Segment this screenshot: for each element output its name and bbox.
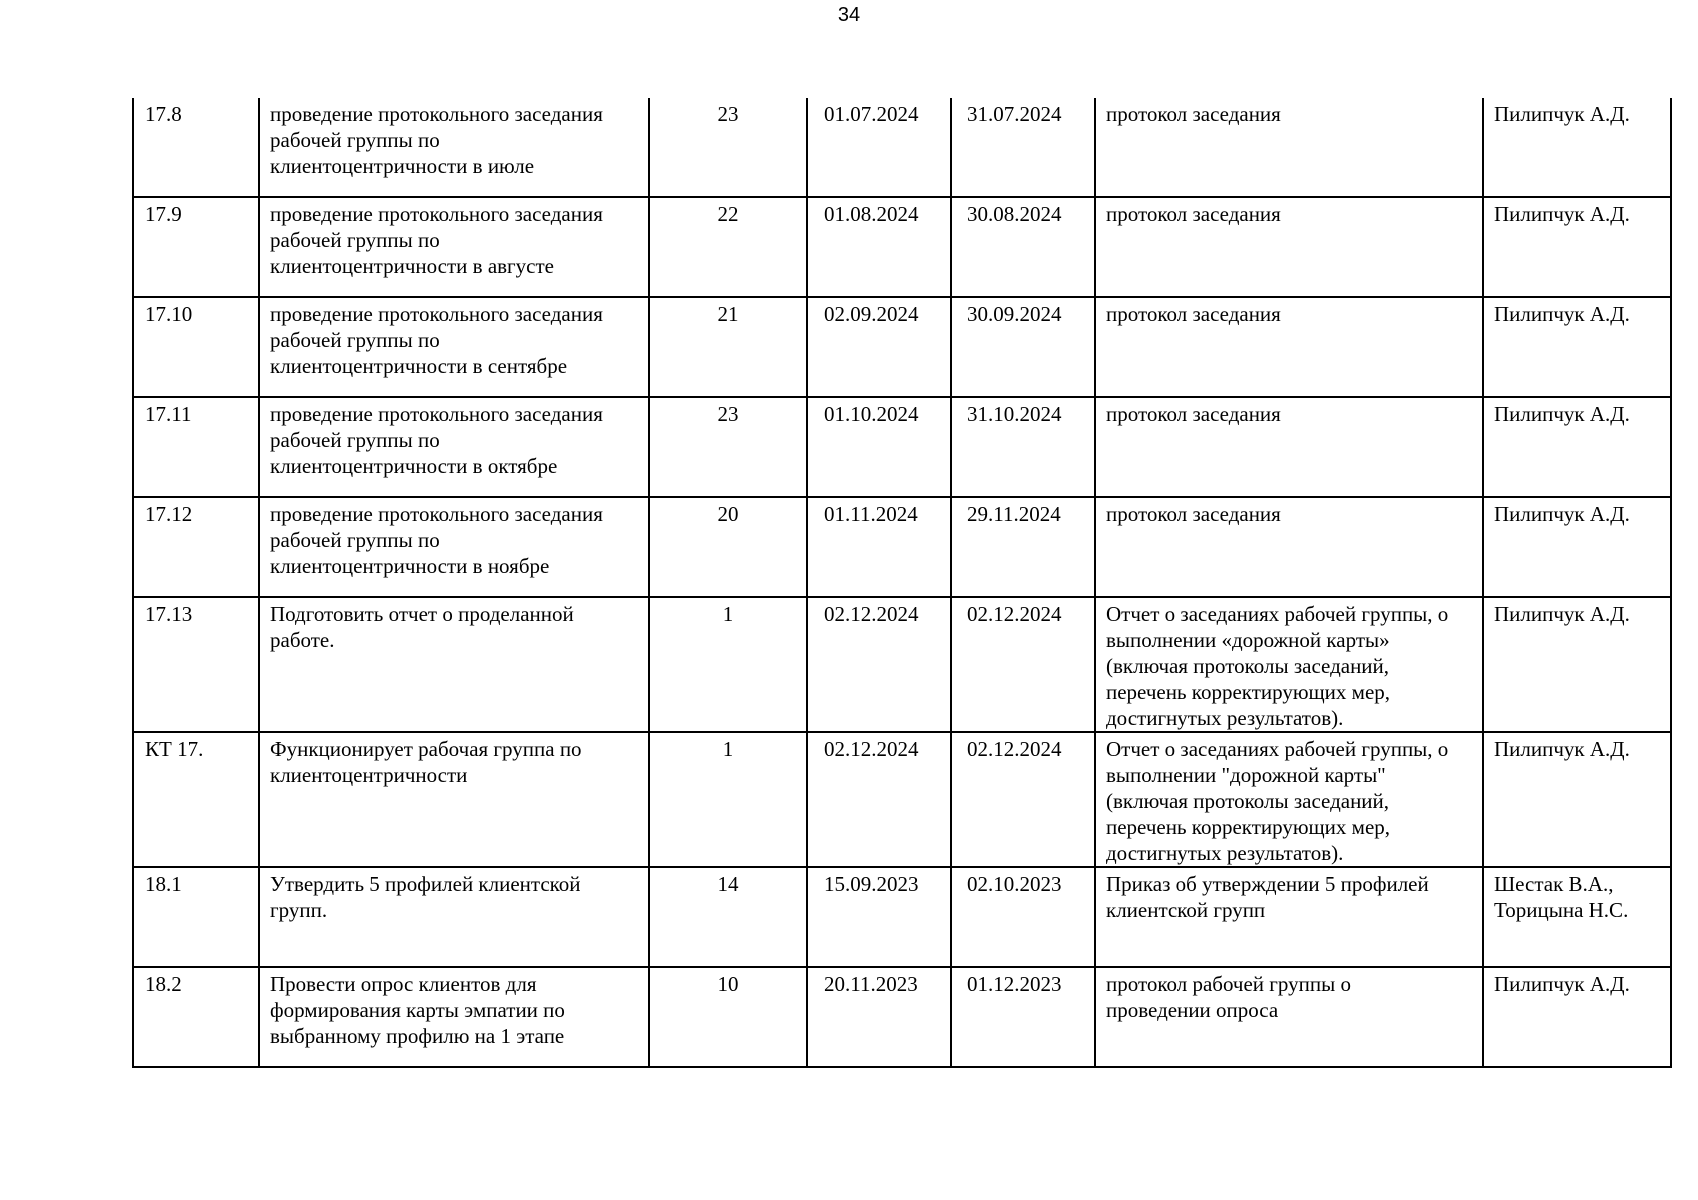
task-number-cell: 17.12 [133,497,259,597]
duration-cell: 22 [649,197,807,297]
plan-table [132,98,1672,1068]
task-description-cell: Функционирует рабочая группа по клиентоцентричности [259,732,649,867]
end-date-cell: 29.11.2024 [951,497,1095,597]
duration-cell: 23 [649,98,807,197]
result-cell: Отчет о заседаниях рабочей группы, о выполнении "дорожной карты" (включая протоколы заседаний, перечень корректирующих мер, достигнутых результатов). [1095,732,1483,867]
plan-table-body [133,98,1671,1067]
start-date-cell: 01.10.2024 [807,397,951,497]
result-cell: протокол заседания [1095,397,1483,497]
duration-cell: 1 [649,597,807,732]
responsible-cell: Пилипчук А.Д. [1483,197,1671,297]
task-number-cell: 17.13 [133,597,259,732]
task-description-cell: проведение протокольного заседания рабочей группы по клиентоцентричности в сентябре [259,297,649,397]
table-row [133,597,1671,732]
task-description-cell: Провести опрос клиентов для формирования карты эмпатии по выбранному профилю на 1 этапе [259,967,649,1067]
table-row [133,297,1671,397]
result-cell: протокол заседания [1095,98,1483,197]
task-description-cell: проведение протокольного заседания рабочей группы по клиентоцентричности в ноябре [259,497,649,597]
table-row [133,497,1671,597]
duration-cell: 10 [649,967,807,1067]
responsible-cell: Пилипчук А.Д. [1483,397,1671,497]
end-date-cell: 02.10.2023 [951,867,1095,967]
duration-cell: 14 [649,867,807,967]
end-date-cell: 31.07.2024 [951,98,1095,197]
duration-cell: 20 [649,497,807,597]
responsible-cell: Шестак В.А., Торицына Н.С. [1483,867,1671,967]
table-row [133,197,1671,297]
task-description-cell: Подготовить отчет о проделанной работе. [259,597,649,732]
end-date-cell: 30.09.2024 [951,297,1095,397]
task-number-cell: 17.11 [133,397,259,497]
table-row [133,98,1671,197]
start-date-cell: 15.09.2023 [807,867,951,967]
responsible-cell: Пилипчук А.Д. [1483,967,1671,1067]
task-number-cell: КТ 17. [133,732,259,867]
task-description-cell: проведение протокольного заседания рабочей группы по клиентоцентричности в июле [259,98,649,197]
task-number-cell: 17.10 [133,297,259,397]
table-row [133,732,1671,867]
duration-cell: 23 [649,397,807,497]
end-date-cell: 02.12.2024 [951,597,1095,732]
task-description-cell: Утвердить 5 профилей клиентской групп. [259,867,649,967]
result-cell: протокол заседания [1095,197,1483,297]
table-row [133,397,1671,497]
end-date-cell: 01.12.2023 [951,967,1095,1067]
responsible-cell: Пилипчук А.Д. [1483,597,1671,732]
end-date-cell: 31.10.2024 [951,397,1095,497]
task-number-cell: 17.9 [133,197,259,297]
duration-cell: 21 [649,297,807,397]
table-row [133,867,1671,967]
result-cell: Отчет о заседаниях рабочей группы, о выполнении «дорожной карты» (включая протоколы заседаний, перечень корректирующих мер, достигнутых результатов). [1095,597,1483,732]
start-date-cell: 02.12.2024 [807,732,951,867]
end-date-cell: 02.12.2024 [951,732,1095,867]
start-date-cell: 02.12.2024 [807,597,951,732]
responsible-cell: Пилипчук А.Д. [1483,497,1671,597]
start-date-cell: 01.07.2024 [807,98,951,197]
table-row [133,967,1671,1067]
task-number-cell: 17.8 [133,98,259,197]
task-description-cell: проведение протокольного заседания рабочей группы по клиентоцентричности в августе [259,197,649,297]
result-cell: протокол заседания [1095,297,1483,397]
task-description-cell: проведение протокольного заседания рабочей группы по клиентоцентричности в октябре [259,397,649,497]
result-cell: протокол заседания [1095,497,1483,597]
start-date-cell: 01.08.2024 [807,197,951,297]
task-number-cell: 18.2 [133,967,259,1067]
end-date-cell: 30.08.2024 [951,197,1095,297]
responsible-cell: Пилипчук А.Д. [1483,297,1671,397]
duration-cell: 1 [649,732,807,867]
responsible-cell: Пилипчук А.Д. [1483,98,1671,197]
responsible-cell: Пилипчук А.Д. [1483,732,1671,867]
start-date-cell: 02.09.2024 [807,297,951,397]
start-date-cell: 01.11.2024 [807,497,951,597]
result-cell: протокол рабочей группы о проведении опроса [1095,967,1483,1067]
page-number: 34 [837,4,861,26]
task-number-cell: 18.1 [133,867,259,967]
result-cell: Приказ об утверждении 5 профилей клиентской групп [1095,867,1483,967]
start-date-cell: 20.11.2023 [807,967,951,1067]
